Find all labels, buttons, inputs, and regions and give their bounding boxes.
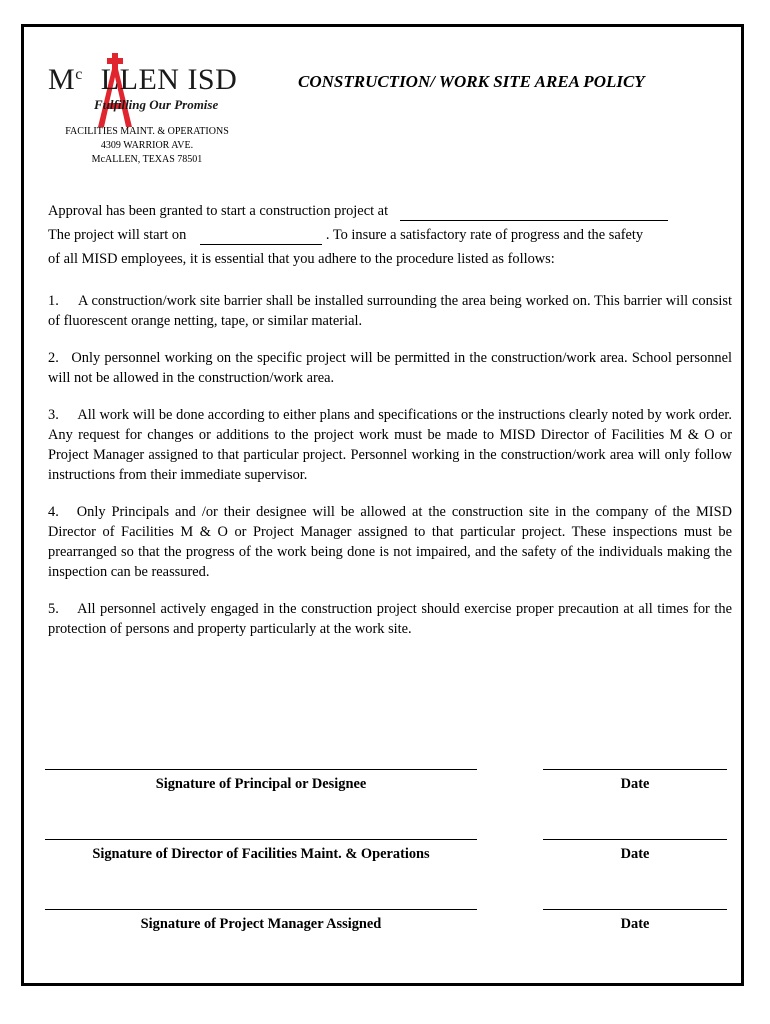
policy-body [48,201,732,639]
project-manager-signature-line[interactable] [45,909,477,910]
procedure-item: 3. All work will be done according to either plans and specifications or the instructions clearly noted by work order. Any request for changes or additions to the project work must be made to MISD Director of Facilities M & O or Project Manager assigned to that particular project. Personnel working in the construction/work area will only follow instructions from their immediate supervisor. [48,407,732,483]
project-manager-date-label: Date [620,916,650,932]
procedure-item: 2. Only personnel working on the specific project will be permitted in the construction/work area. School personnel will not be allowed in the construction/work area. [48,350,732,386]
principal-date-label: Date [620,776,650,792]
start-date-field[interactable] [200,230,322,245]
logo-wordmark: $M^c$ LLEN ISD [48,63,238,96]
director-signature-label: Signature of Director of Facilities Maint. & Operations [92,846,430,862]
address-line: FACILITIES MAINT. & OPERATIONS [65,126,229,137]
principal-signature-label: Signature of Principal or Designee [155,776,367,792]
address-line: 4309 WARRIOR AVE. [100,140,194,151]
project-location-field[interactable] [400,206,668,221]
procedure-item: 5. All personnel actively engaged in the construction project should exercise proper precaution at all times for the protection of persons and property particularly at the work site. [48,601,732,637]
logo-tagline: Fulfilling Our Promise [94,97,219,112]
intro-line-2: The project will start on . To insure a satisfactory rate of progress and the safety [48,227,644,243]
principal-date-line[interactable] [543,769,727,770]
principal-signature-line[interactable] [45,769,477,770]
department-address [42,125,252,167]
procedure-item: 4. Only Principals and /or their designee will be allowed at the construction site in the company of the MISD Director of Facilities M & O or Project Manager assigned to that particular project. These inspections must be prearranged so that the progress of the work being done is not impaired, and the safety of the individuals making the inspection can be reassured. [48,504,732,580]
director-signature-line[interactable] [45,839,477,840]
address-line: McALLEN, TEXAS 78501 [91,154,203,165]
project-manager-date-line[interactable] [543,909,727,910]
procedure-item: 1. A construction/work site barrier shall be installed surrounding the area being worked on. This barrier will consist of fluorescent orange netting, tape, or similar material. [48,293,732,329]
director-date-line[interactable] [543,839,727,840]
project-manager-signature-label: Signature of Project Manager Assigned [140,916,382,932]
mcallen-isd-logo [48,49,258,129]
intro-line-1: Approval has been granted to start a construction project at [48,201,732,221]
document-title: CONSTRUCTION/ WORK SITE AREA POLICY [298,72,645,91]
document-frame [21,24,744,986]
director-date-label: Date [620,846,650,862]
intro-line-3: of all MISD employees, it is essential that you adhere to the procedure listed as follows: [48,251,555,267]
